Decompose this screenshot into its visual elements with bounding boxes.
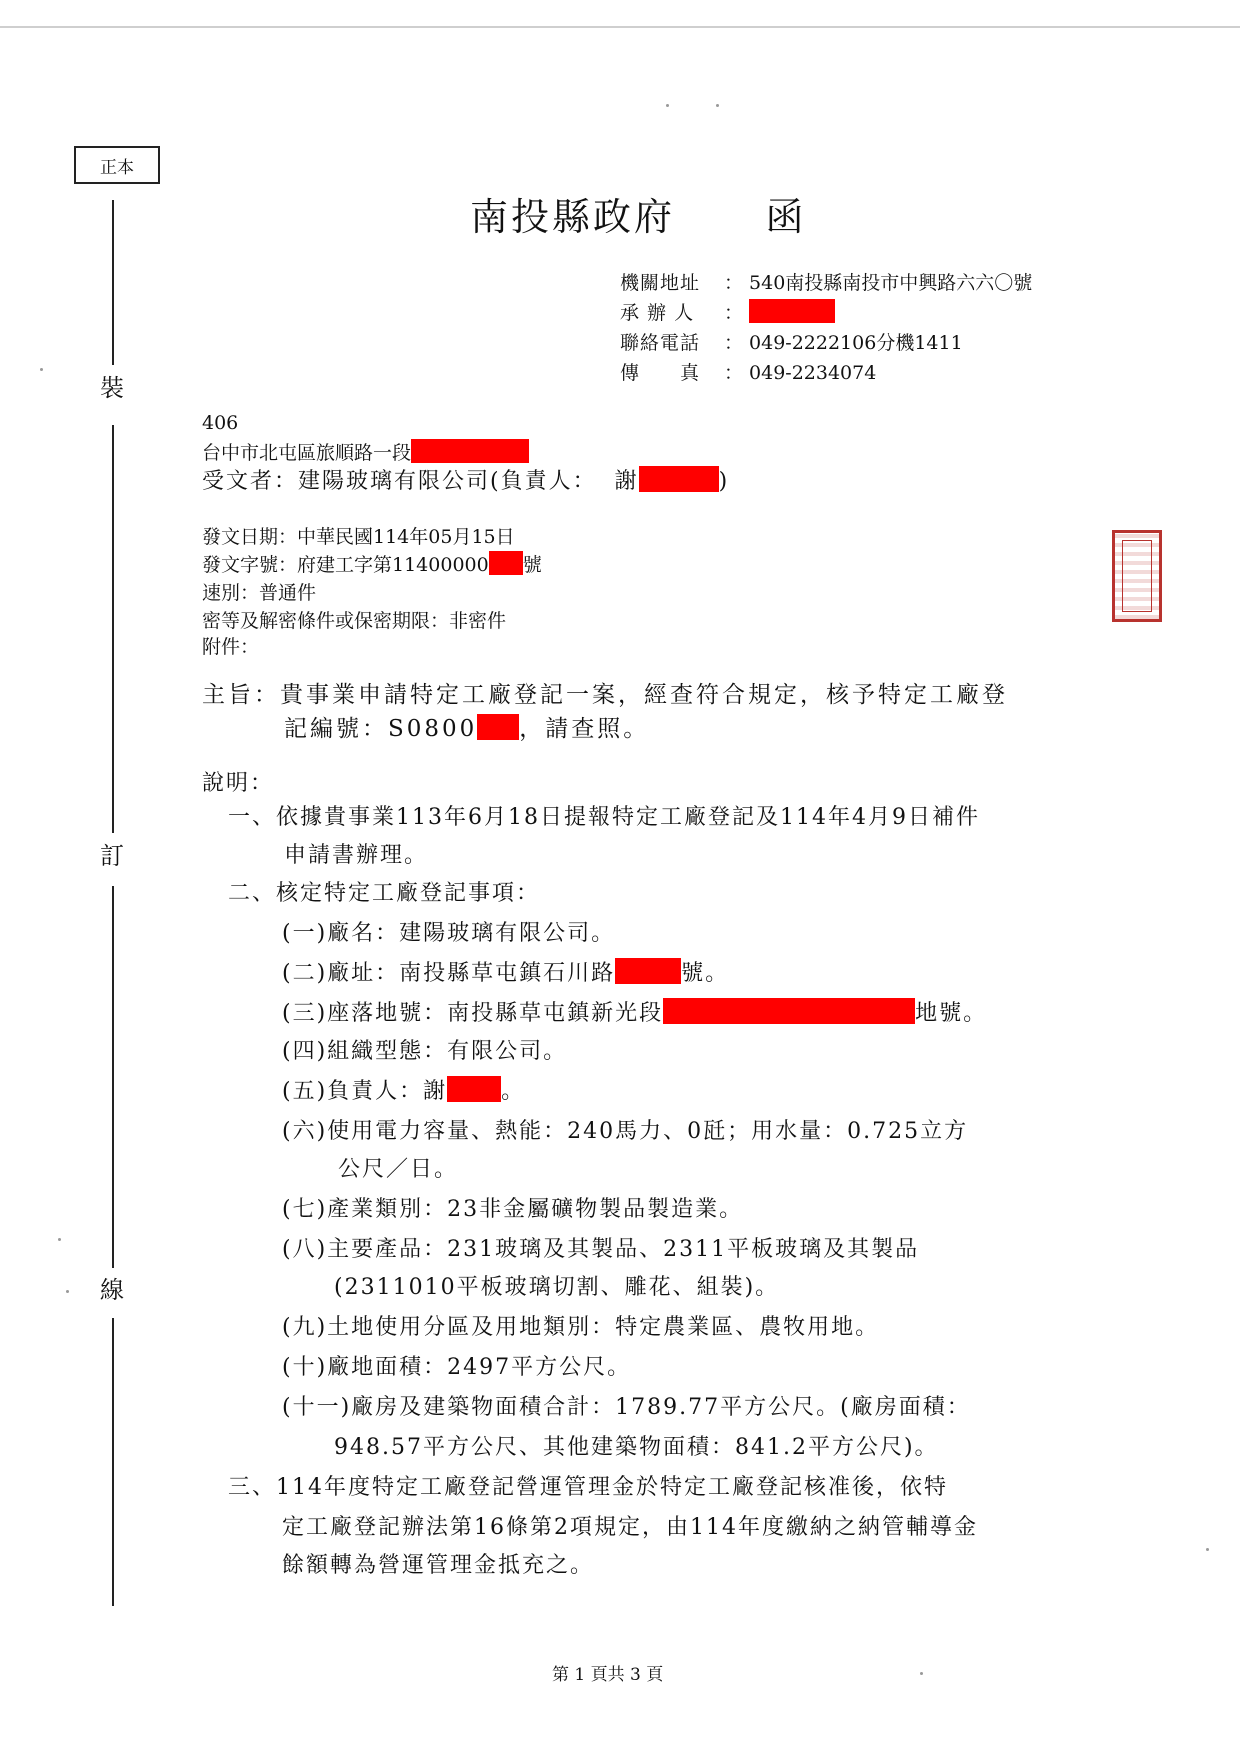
- redaction-block: [447, 1076, 501, 1102]
- info-label: 承 辦 人: [620, 302, 695, 324]
- scan-speck: [1206, 1548, 1209, 1551]
- info-value: 049-2234074: [749, 362, 877, 384]
- attachments: 附件：: [202, 636, 260, 658]
- document-title: 南投縣政府 函: [470, 195, 807, 239]
- sub-item-11-line-2: 948.57平方公尺、其他建築物面積：841.2平方公尺)。: [334, 1435, 939, 1460]
- security-level: 密等及解密條件或保密期限：非密件: [202, 610, 507, 632]
- sub-item-9: (九)土地使用分區及用地類別：特定農業區、農牧用地。: [282, 1315, 880, 1340]
- scan-top-edge: [0, 26, 1240, 28]
- redaction-block: [615, 958, 681, 984]
- item-3-line-2: 定工廠登記辦法第16條第2項規定，由114年度繳納之納管輔導金: [282, 1515, 978, 1540]
- sub-item-3: (三)座落地號：南投縣草屯鎮新光段 地號。: [282, 996, 987, 1027]
- postal-code: 406: [202, 412, 239, 434]
- sub-item-8-line-1: (八)主要產品：231玻璃及其製品、2311平板玻璃及其製品: [282, 1237, 920, 1262]
- item-2-heading: 二、核定特定工廠登記事項：: [228, 881, 541, 906]
- info-label: 傳 真: [620, 362, 701, 384]
- case-officer-row: 承 辦 人 ：: [620, 298, 835, 325]
- redaction-block: [663, 998, 915, 1024]
- redaction-block: [639, 466, 719, 492]
- recipient-line: 受文者：建陽玻璃有限公司(負責人： 謝 ): [202, 464, 729, 495]
- recipient-address: 台中市北屯區旅順路一段: [202, 438, 529, 465]
- scan-speck: [920, 1672, 923, 1675]
- redaction-block: [411, 439, 529, 463]
- info-value: 540南投縣南投市中興路六六〇號: [749, 272, 1033, 294]
- item-3-line-1: 三、114年度特定工廠登記營運管理金於特定工廠登記核准後，依特: [228, 1475, 948, 1500]
- sub-item-6-line-1: (六)使用電力容量、熱能：240馬力、0瓩；用水量：0.725立方: [282, 1119, 969, 1144]
- agency-address-row: 機關地址 ： 540南投縣南投市中興路六六〇號: [620, 268, 1032, 295]
- redaction-block: [749, 299, 835, 323]
- official-seal-stamp: [1112, 530, 1162, 622]
- item-1-line-1: 一、依據貴事業113年6月18日提報特定工廠登記及114年4月9日補件: [228, 805, 980, 830]
- sub-item-5: (五)負責人：謝 。: [282, 1074, 525, 1105]
- scan-speck: [58, 1238, 61, 1241]
- sub-item-10: (十)廠地面積：2497平方公尺。: [282, 1355, 632, 1380]
- page-footer: 第 1 頁共 3 頁: [552, 1665, 664, 1685]
- redaction-block: [489, 551, 523, 575]
- sub-item-2: (二)廠址：南投縣草屯鎮石川路 號。: [282, 956, 729, 987]
- info-label: 聯絡電話: [620, 332, 701, 354]
- sub-item-1: (一)廠名：建陽玻璃有限公司。: [282, 921, 616, 946]
- binding-line-segment: [112, 1318, 114, 1606]
- subject-line-2: 記編號：S0800 ，請查照。: [284, 716, 650, 742]
- issue-date: 發文日期：中華民國114年05月15日: [202, 526, 515, 548]
- scan-speck: [716, 104, 719, 107]
- delivery-speed: 速別：普通件: [202, 582, 317, 604]
- redaction-block: [477, 714, 519, 740]
- sub-item-11-line-1: (十一)廠房及建築物面積合計：1789.77平方公尺。(廠房面積：: [282, 1395, 971, 1420]
- original-copy-label: 正本: [74, 146, 160, 184]
- fax-row: 傳 真 ： 049-2234074: [620, 358, 876, 385]
- info-value: 049-2222106分機1411: [749, 332, 963, 354]
- item-1-line-2: 申請書辦理。: [284, 843, 429, 868]
- scan-speck: [666, 104, 669, 107]
- explanation-heading: 說明：: [202, 771, 275, 796]
- sub-item-6-line-2: 公尺／日。: [338, 1157, 459, 1182]
- binding-mark-xian: 線: [100, 1276, 124, 1304]
- binding-mark-zhuang: 裝: [100, 374, 124, 402]
- sub-item-8-line-2: (2311010平板玻璃切割、雕花、組裝)。: [334, 1275, 780, 1300]
- subject-line-1: 主旨：貴事業申請特定工廠登記一案，經查符合規定，核予特定工廠登: [202, 682, 1008, 708]
- scan-speck: [40, 368, 43, 371]
- sub-item-7: (七)產業類別：23非金屬礦物製品製造業。: [282, 1197, 744, 1222]
- binding-line-segment: [112, 425, 114, 833]
- info-label: 機關地址: [620, 272, 701, 294]
- binding-line-segment: [112, 886, 114, 1268]
- phone-row: 聯絡電話 ： 049-2222106分機1411: [620, 328, 963, 355]
- document-number: 發文字號：府建工字第11400000 號: [202, 550, 542, 577]
- binding-line-segment: [112, 200, 114, 365]
- scan-speck: [66, 1290, 69, 1293]
- binding-mark-ding: 訂: [100, 842, 124, 870]
- sub-item-4: (四)組織型態：有限公司。: [282, 1039, 568, 1064]
- item-3-line-3: 餘額轉為營運管理金抵充之。: [282, 1553, 595, 1578]
